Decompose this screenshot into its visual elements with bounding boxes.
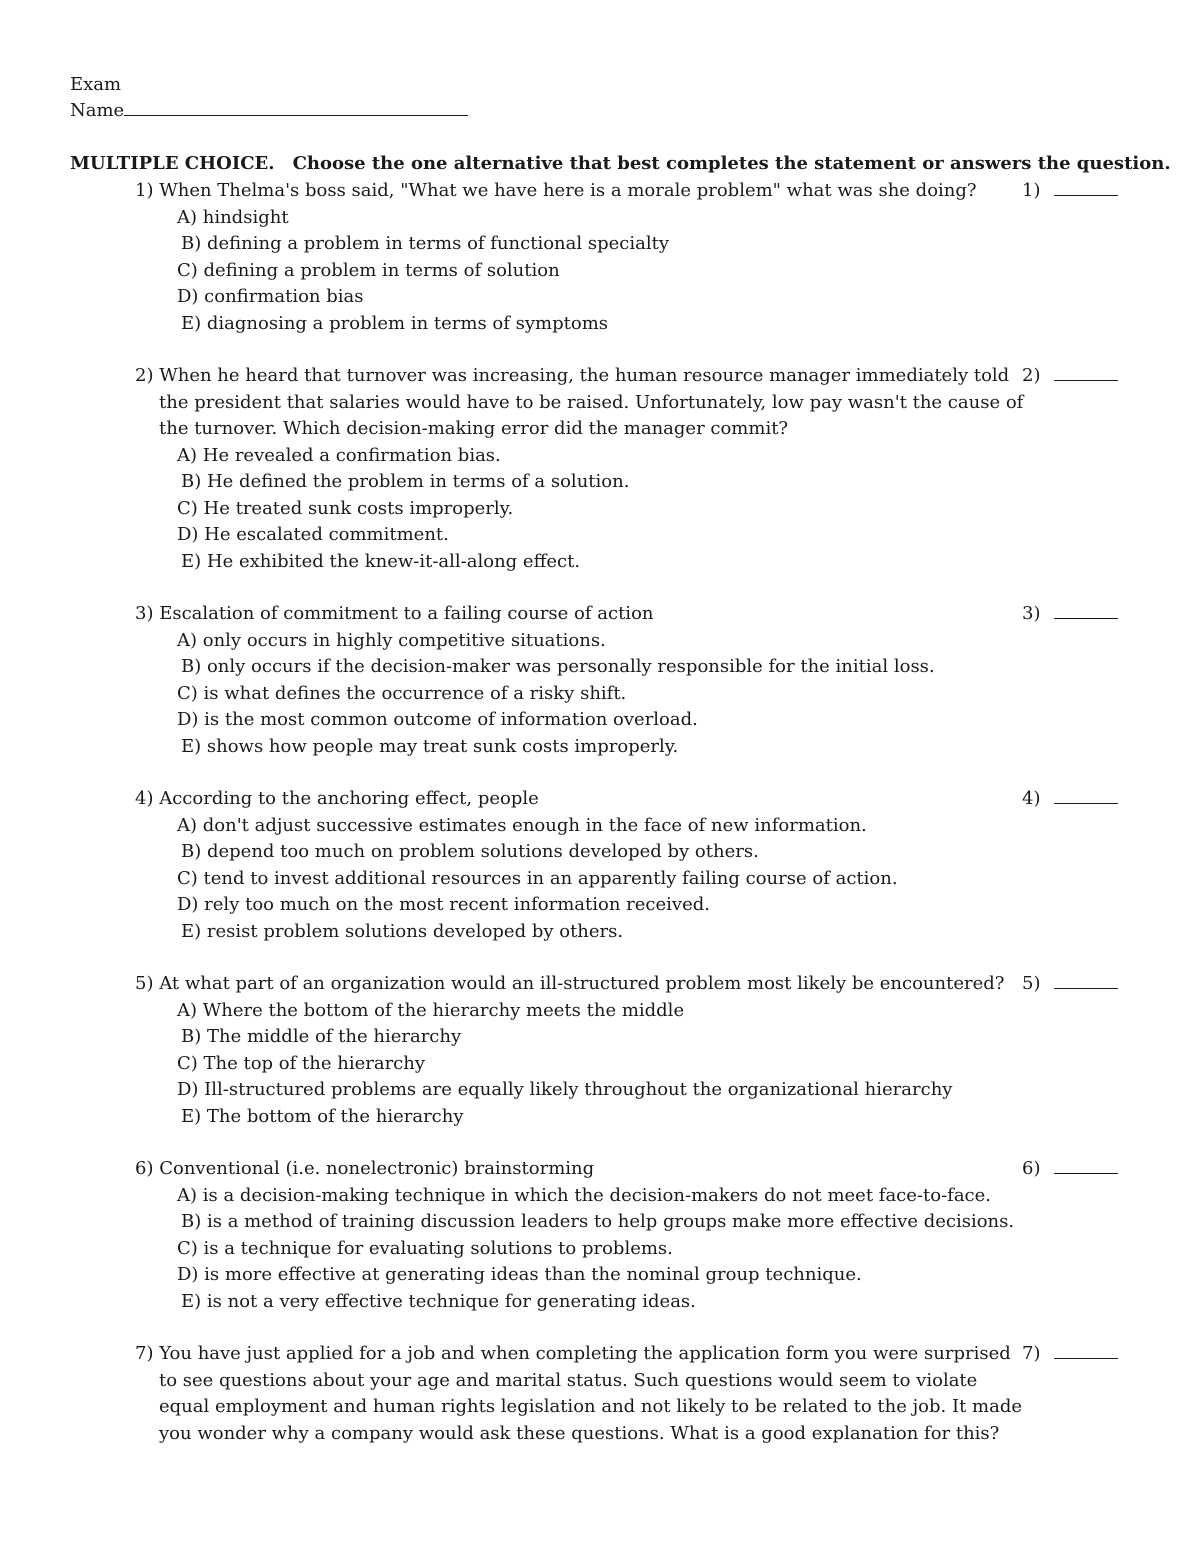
option-b[interactable]: B) is a method of training discussion leaders to help groups make more effective decisions. [181, 1211, 1015, 1232]
option-b[interactable]: B) The middle of the hierarchy [181, 1026, 462, 1047]
question-4 [135, 786, 1135, 945]
answer-slot [1022, 1156, 1118, 1183]
option-b[interactable]: B) only occurs if the decision-maker was personally responsible for the initial loss. [181, 656, 935, 677]
answer-slot [1022, 971, 1118, 998]
option-a[interactable]: A) is a decision-making technique in which the decision-makers do not meet face-to-face. [177, 1184, 991, 1206]
option-c[interactable]: C) is a technique for evaluating solutions to problems. [177, 1237, 673, 1259]
answer-label: 4) [1022, 788, 1041, 809]
option-a[interactable]: A) hindsight [177, 206, 289, 228]
option-list [135, 813, 1135, 946]
option-e[interactable]: E) The bottom of the hierarchy [181, 1105, 464, 1127]
answer-blank[interactable] [1054, 366, 1118, 381]
instructions-text: Choose the one alternative that best completes the statement or answers the question. [292, 153, 1171, 174]
option-d[interactable]: D) is more effective at generating ideas than the nominal group technique. [177, 1264, 862, 1285]
question-number: 1) [135, 180, 154, 201]
question-text: According to the anchoring effect, people [159, 788, 539, 809]
answer-label: 7) [1022, 1343, 1041, 1364]
option-d[interactable]: D) rely too much on the most recent information received. [177, 894, 710, 915]
option-e[interactable]: E) He exhibited the knew-it-all-along effect. [181, 550, 581, 572]
question-number: 7) [135, 1343, 154, 1364]
option-d[interactable]: D) confirmation bias [177, 286, 364, 307]
option-list [135, 1183, 1135, 1316]
option-e[interactable]: E) shows how people may treat sunk costs improperly. [181, 735, 679, 757]
name-field [70, 98, 468, 124]
question-number: 3) [135, 603, 154, 624]
question-stem [135, 363, 1029, 443]
option-c[interactable]: C) is what defines the occurrence of a risky shift. [177, 682, 627, 704]
question-number: 4) [135, 788, 154, 809]
question-text: Escalation of commitment to a failing course of action [159, 603, 654, 624]
option-list [135, 628, 1135, 761]
answer-label: 1) [1022, 180, 1041, 201]
option-a[interactable]: A) Where the bottom of the hierarchy meets the middle [177, 999, 685, 1021]
option-a[interactable]: A) don't adjust successive estimates enough in the face of new information. [177, 814, 867, 836]
option-list [135, 998, 1135, 1131]
option-list [135, 205, 1135, 338]
answer-blank[interactable] [1054, 1344, 1118, 1359]
question-number: 2) [135, 365, 154, 386]
option-e[interactable]: E) is not a very effective technique for generating ideas. [181, 1290, 696, 1312]
option-b[interactable]: B) depend too much on problem solutions developed by others. [181, 841, 759, 862]
option-d[interactable]: D) is the most common outcome of information overload. [177, 709, 698, 730]
option-b[interactable]: B) He defined the problem in terms of a solution. [181, 471, 630, 492]
answer-slot [1022, 363, 1118, 390]
option-e[interactable]: E) diagnosing a problem in terms of symptoms [181, 312, 608, 334]
option-c[interactable]: C) He treated sunk costs improperly. [177, 497, 514, 519]
option-a[interactable]: A) only occurs in highly competitive situations. [177, 629, 606, 651]
question-number: 6) [135, 1158, 154, 1179]
option-c[interactable]: C) tend to invest additional resources in an apparently failing course of action. [177, 867, 898, 889]
name-blank-line[interactable] [124, 99, 468, 116]
question-1 [135, 178, 1135, 337]
question-text: Conventional (i.e. nonelectronic) brainstorming [159, 1158, 595, 1179]
question-text: When Thelma's boss said, "What we have here is a morale problem" what was she doing? [159, 180, 977, 201]
answer-slot [1022, 178, 1118, 205]
option-c[interactable]: C) The top of the hierarchy [177, 1052, 426, 1074]
question-stem [135, 601, 1005, 628]
question-5 [135, 971, 1135, 1130]
answer-blank[interactable] [1054, 1159, 1118, 1174]
question-2 [135, 363, 1135, 575]
question-number: 5) [135, 973, 154, 994]
section-instructions [70, 151, 1170, 177]
answer-label: 3) [1022, 603, 1041, 624]
answer-label: 6) [1022, 1158, 1041, 1179]
answer-blank[interactable] [1054, 974, 1118, 989]
question-text: When he heard that turnover was increasing, the human resource manager immediately told the president that salaries would have to be raised. Unfortunately, low pay wasn't the cause of the turnover. Which decision-making error did the manager commit? [159, 365, 1024, 439]
question-stem [135, 786, 1005, 813]
question-text: You have just applied for a job and when completing the application form you were surprised to see questions about your age and marital status. Such questions would seem to violate equal employment and human rights legislation and not likely to be related to the job. It made you wonder why a company would ask these questions. What is a good explanation for this? [159, 1343, 1022, 1444]
option-b[interactable]: B) defining a problem in terms of functional specialty [181, 233, 669, 254]
option-d[interactable]: D) Ill-structured problems are equally likely throughout the organizational hierarchy [177, 1079, 953, 1100]
option-c[interactable]: C) defining a problem in terms of solution [177, 259, 560, 281]
name-label: Name [70, 100, 125, 121]
option-a[interactable]: A) He revealed a confirmation bias. [177, 444, 501, 466]
question-7 [135, 1341, 1135, 1447]
answer-blank[interactable] [1054, 604, 1118, 619]
answer-slot [1022, 786, 1118, 813]
answer-label: 2) [1022, 365, 1041, 386]
option-e[interactable]: E) resist problem solutions developed by others. [181, 920, 624, 942]
question-3 [135, 601, 1135, 760]
answer-blank[interactable] [1054, 181, 1118, 196]
answer-slot [1022, 601, 1118, 628]
section-title: MULTIPLE CHOICE. [70, 153, 275, 174]
answer-blank[interactable] [1054, 789, 1118, 804]
question-stem [135, 178, 1005, 205]
option-list [135, 443, 1135, 576]
question-stem [135, 1341, 1029, 1447]
question-stem [135, 1156, 1005, 1183]
question-6 [135, 1156, 1135, 1315]
answer-label: 5) [1022, 973, 1041, 994]
exam-title: Exam [70, 74, 122, 95]
question-text: At what part of an organization would an ill-structured problem most likely be encountered? [159, 973, 1005, 994]
question-stem [135, 971, 1005, 998]
answer-slot [1022, 1341, 1118, 1368]
option-d[interactable]: D) He escalated commitment. [177, 524, 449, 545]
